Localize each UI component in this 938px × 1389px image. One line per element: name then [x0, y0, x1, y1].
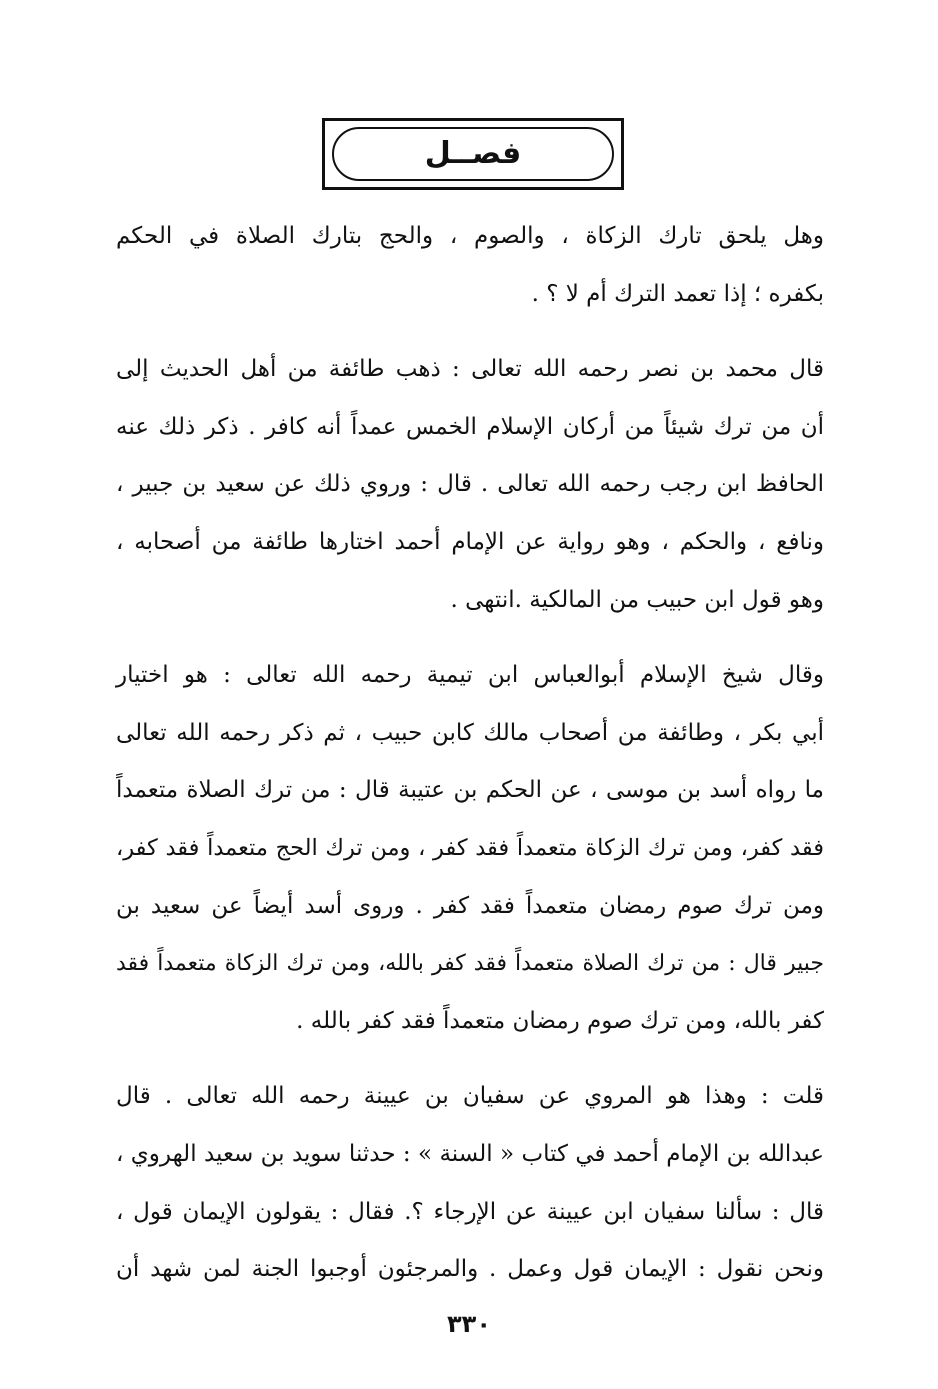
- section-heading: فصــل: [424, 136, 522, 171]
- paragraph-4: [116, 1068, 824, 1298]
- text-line: ونحن نقول : الإيمان قول وعمل . والمرجئون أوجبوا الجنة لمن شهد أن: [116, 1256, 824, 1283]
- text-line: أن من ترك شيئاً من أركان الإسلام الخمس عمداً أنه كافر . ذكر ذلك عنه: [116, 413, 824, 440]
- text-line: كفر بالله، ومن ترك صوم رمضان متعمداً فقد كفر بالله .: [296, 1007, 824, 1034]
- body-text: [116, 208, 824, 1299]
- text-line: فقد كفر، ومن ترك الزكاة متعمداً فقد كفر ، ومن ترك الحج متعمداً فقد كفر،: [116, 834, 824, 861]
- text-line: قال محمد بن نصر رحمه الله تعالى : ذهب طائفة من أهل الحديث إلى: [116, 356, 824, 383]
- section-heading-cartouche: [332, 127, 614, 181]
- paragraph-3: [116, 647, 824, 1050]
- text-line: ومن ترك صوم رمضان متعمداً فقد كفر . وروى أسد أيضاً عن سعيد بن: [116, 892, 824, 919]
- text-line: قلت : وهذا هو المروي عن سفيان بن عيينة رحمه الله تعالى . قال: [116, 1083, 824, 1110]
- text-line: ما رواه أسد بن موسى ، عن الحكم بن عتيبة قال : من ترك الصلاة متعمداً: [116, 777, 824, 804]
- text-line: بكفره ؛ إذا تعمد الترك أم لا ؟ .: [531, 280, 824, 307]
- page-number: ٣٣٠: [447, 1310, 491, 1338]
- text-line: ونافع ، والحكم ، وهو رواية عن الإمام أحمد اختارها طائفة من أصحابه ،: [116, 528, 824, 555]
- text-line: قال : سألنا سفيان ابن عيينة عن الإرجاء ؟. فقال : يقولون الإيمان قول ،: [116, 1198, 824, 1225]
- text-line: وهل يلحق تارك الزكاة ، والصوم ، والحج بتارك الصلاة في الحكم: [116, 223, 824, 249]
- text-line: الحافظ ابن رجب رحمه الله تعالى . قال : وروي ذلك عن سعيد بن جبير ،: [116, 471, 824, 498]
- section-heading-frame: [322, 118, 624, 190]
- paragraph-1: [116, 208, 824, 323]
- paragraph-2: [116, 341, 824, 629]
- text-line: عبدالله بن الإمام أحمد في كتاب « السنة » : حدثنا سويد بن سعيد الهروي ،: [116, 1140, 824, 1167]
- text-line: جبير قال : من ترك الصلاة متعمداً فقد كفر بالله، ومن ترك الزكاة متعمداً فقد: [116, 951, 824, 977]
- text-line: وهو قول ابن حبيب من المالكية .انتهى .: [450, 586, 824, 613]
- text-line: وقال شيخ الإسلام أبوالعباس ابن تيمية رحمه الله تعالى : هو اختيار: [116, 662, 824, 689]
- text-line: أبي بكر ، وطائفة من أصحاب مالك كابن حبيب ، ثم ذكر رحمه الله تعالى: [116, 719, 824, 746]
